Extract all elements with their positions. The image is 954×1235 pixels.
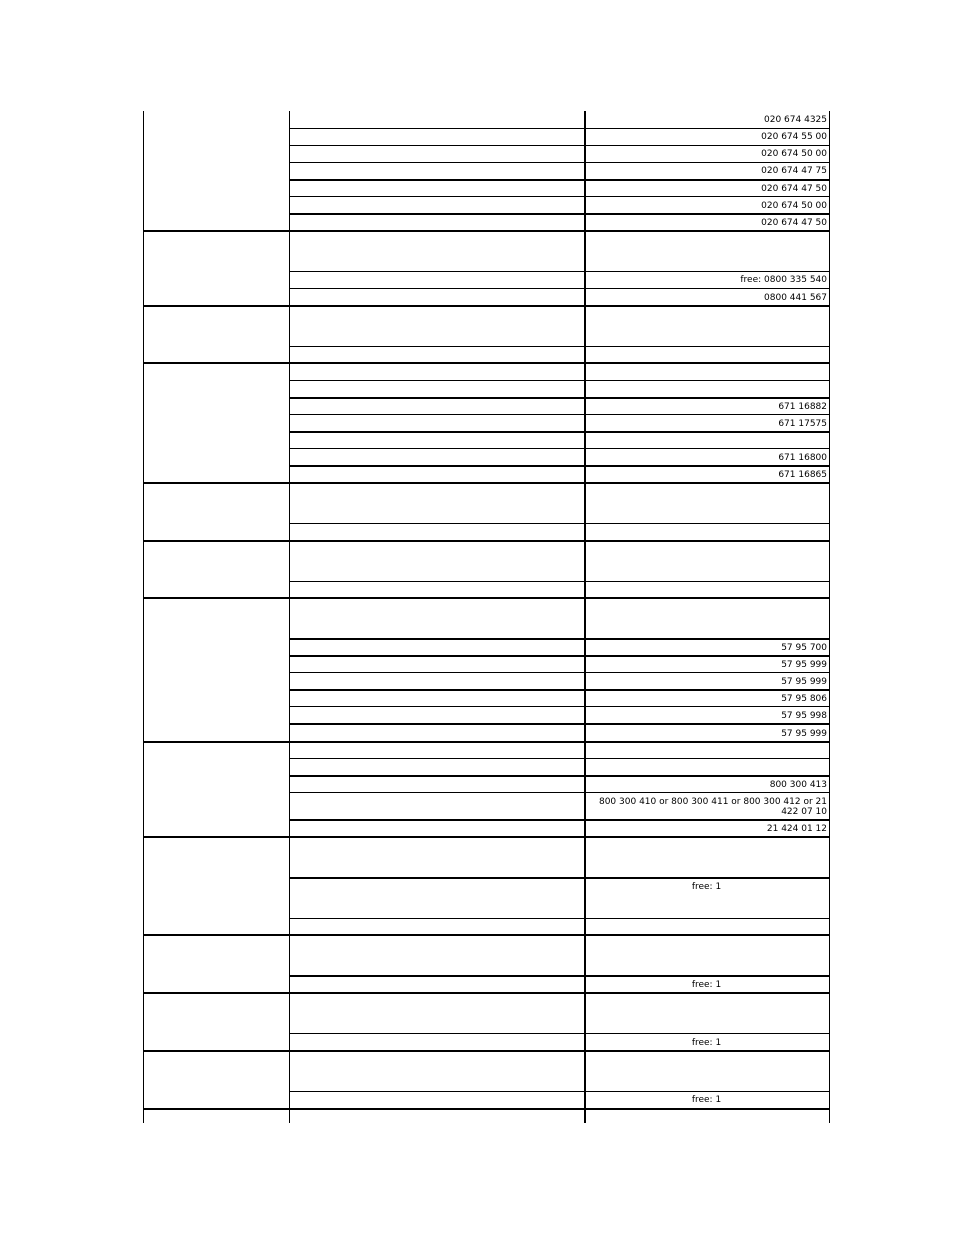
row-divider	[289, 672, 830, 673]
row-divider	[289, 397, 830, 399]
row-divider	[289, 380, 830, 381]
row-divider	[289, 414, 830, 415]
row-divider	[289, 288, 830, 289]
column-line-edge	[829, 111, 830, 1123]
group-divider	[143, 230, 830, 232]
row-divider	[289, 162, 830, 163]
group-divider	[143, 362, 830, 364]
group-divider	[143, 836, 830, 838]
row-divider	[289, 792, 830, 793]
row-divider	[289, 775, 830, 777]
row-divider	[289, 1091, 830, 1092]
column-line-right	[584, 111, 586, 1123]
group-divider	[143, 1050, 830, 1052]
row-divider	[289, 179, 830, 181]
phone-number: 020 674 47 50	[761, 218, 827, 228]
phone-number: 57 95 998	[781, 711, 827, 721]
row-divider	[289, 975, 830, 977]
group-divider	[143, 741, 830, 743]
row-divider	[289, 918, 830, 919]
row-divider	[289, 723, 830, 725]
column-line-left	[143, 111, 144, 1123]
row-divider	[289, 655, 830, 657]
phone-number: 020 674 4325	[764, 115, 827, 125]
group-divider	[143, 992, 830, 994]
row-divider	[289, 213, 830, 215]
row-divider	[289, 581, 830, 582]
phone-number: 57 95 806	[781, 694, 827, 704]
row-divider	[289, 128, 830, 129]
group-divider	[143, 540, 830, 542]
group-divider	[143, 1108, 830, 1110]
row-divider	[289, 523, 830, 524]
phone-number: 800 300 410 or 800 300 411 or 800 300 412 or 21 422 07 10	[598, 797, 827, 817]
row-divider	[289, 145, 830, 146]
phone-number: 57 95 999	[781, 729, 827, 739]
phone-number: 21 424 01 12	[766, 824, 827, 834]
phone-number: 020 674 47 50	[761, 184, 827, 194]
row-divider	[289, 271, 830, 272]
group-divider	[143, 597, 830, 599]
row-divider	[289, 431, 830, 433]
phone-number: 020 674 55 00	[761, 132, 827, 142]
row-divider	[289, 819, 830, 821]
phone-number: 020 674 50 00	[761, 149, 827, 159]
row-divider	[289, 877, 830, 879]
phone-number: 671 16882	[778, 402, 827, 412]
row-divider	[289, 346, 830, 347]
group-divider	[143, 934, 830, 936]
phone-number: 020 674 47 75	[761, 166, 827, 176]
phone-number: free: 1	[691, 1095, 722, 1105]
row-divider	[289, 448, 830, 449]
phone-number: 57 95 700	[781, 643, 827, 653]
row-divider	[289, 758, 830, 759]
phone-number: free: 1	[691, 1038, 722, 1048]
row-divider	[289, 1033, 830, 1034]
phone-number: 671 17575	[778, 419, 827, 429]
row-divider	[289, 465, 830, 467]
phone-number: 57 95 999	[781, 677, 827, 687]
column-line-middle	[289, 111, 290, 1123]
row-divider	[289, 638, 830, 640]
phone-number: free: 1	[691, 882, 722, 892]
phone-number: free: 0800 335 540	[740, 275, 827, 285]
group-divider	[143, 482, 830, 484]
row-divider	[289, 706, 830, 707]
phone-number: 671 16800	[778, 453, 827, 463]
group-divider	[143, 305, 830, 307]
phone-number: 671 16865	[778, 470, 827, 480]
row-divider	[289, 196, 830, 197]
phone-number: 0800 441 567	[764, 293, 827, 303]
phone-number: 57 95 999	[781, 660, 827, 670]
phone-number: 800 300 413	[769, 780, 827, 790]
phone-number: 020 674 50 00	[761, 201, 827, 211]
phone-number: free: 1	[691, 980, 722, 990]
row-divider	[289, 689, 830, 691]
